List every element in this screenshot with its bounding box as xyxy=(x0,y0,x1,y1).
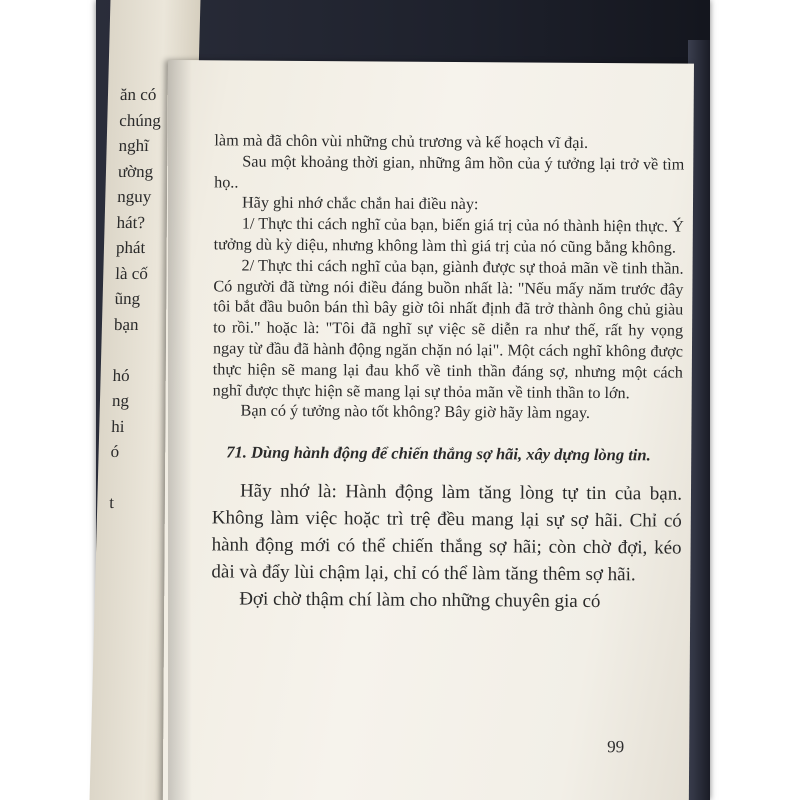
paragraph: Hãy nhớ là: Hành động làm tăng lòng tự tin của bạn. Không làm việc hoặc trì trệ đều mang lại sự sợ hãi. Chỉ có hành động mới có thể chiến thắng sợ hãi; còn chờ đợi, kéo dài và đẩy lùi chậm lại, chỉ có thể làm tăng thêm sợ hãi. xyxy=(211,480,683,586)
page-text xyxy=(211,130,684,615)
left-fragment: phát xyxy=(115,238,146,257)
left-fragment: nguy xyxy=(117,187,152,206)
paragraph: Hãy ghi nhớ chắc chắn hai điều này: xyxy=(241,193,479,214)
left-page-text xyxy=(109,82,162,516)
paragraph: làm mà đã chôn vùi những chủ trương và kế hoạch vĩ đại. xyxy=(214,131,589,152)
left-fragment xyxy=(110,465,152,491)
paragraph: Đợi chờ thậm chí làm cho những chuyên gia có xyxy=(239,588,601,613)
left-fragment: ăn có xyxy=(119,85,157,104)
left-fragment: là cố xyxy=(115,263,149,283)
page-number: 99 xyxy=(607,737,625,757)
left-fragment xyxy=(113,337,155,363)
paragraph: 1/ Thực thi cách nghĩ của bạn, biến giá trị của nó thành hiện thực. Ý tưởng dù kỳ diệu, nhưng không làm thì giá trị của nó cũng bằng không. xyxy=(213,214,684,257)
left-fragment: bạn xyxy=(113,314,139,334)
left-fragment: t xyxy=(109,493,115,512)
book-page xyxy=(163,60,694,800)
paragraph: 2/ Thực thi cách nghĩ của bạn, giành được sự thoả mãn về tinh thần. Có người đã từng nói điều đáng buồn nhất là: "Nếu mấy năm trước đây tôi bắt đầu buôn bán thì bây giờ tôi nhất định đã trở thành ông chủ giàu to rồi." hoặc là: "Tôi đã nghĩ sự việc sẽ diễn ra như thế, rất hy vọng ngay từ đầu đã hành động ngăn chặn nó lại". Một cách nghĩ không được thực hiện sẽ mang lại đau khổ về tinh thần đáng sợ, nhưng một cách nghĩ được thực hiện sẽ mang lại sự thỏa mãn về tinh thần to lớn. xyxy=(212,256,684,402)
left-fragment: hát? xyxy=(116,212,146,232)
left-fragment: ng xyxy=(111,391,130,410)
left-fragment: ường xyxy=(117,161,154,181)
left-fragment: ó xyxy=(110,442,120,461)
left-fragment: hi xyxy=(111,416,125,436)
left-fragment: chúng xyxy=(119,110,162,130)
left-fragment: ũng xyxy=(114,289,141,308)
left-fragment: nghĩ xyxy=(118,136,150,155)
paragraph: Sau một khoảng thời gian, những âm hồn của ý tưởng lại trở về tìm họ.. xyxy=(214,152,685,192)
paragraph: Bạn có ý tưởng nào tốt không? Bây giờ hãy làm ngay. xyxy=(240,401,591,423)
section-heading: 71. Dùng hành động để chiến thắng sợ hãi, xây dựng lòng tin. xyxy=(226,442,651,465)
left-fragment: hó xyxy=(112,365,130,385)
